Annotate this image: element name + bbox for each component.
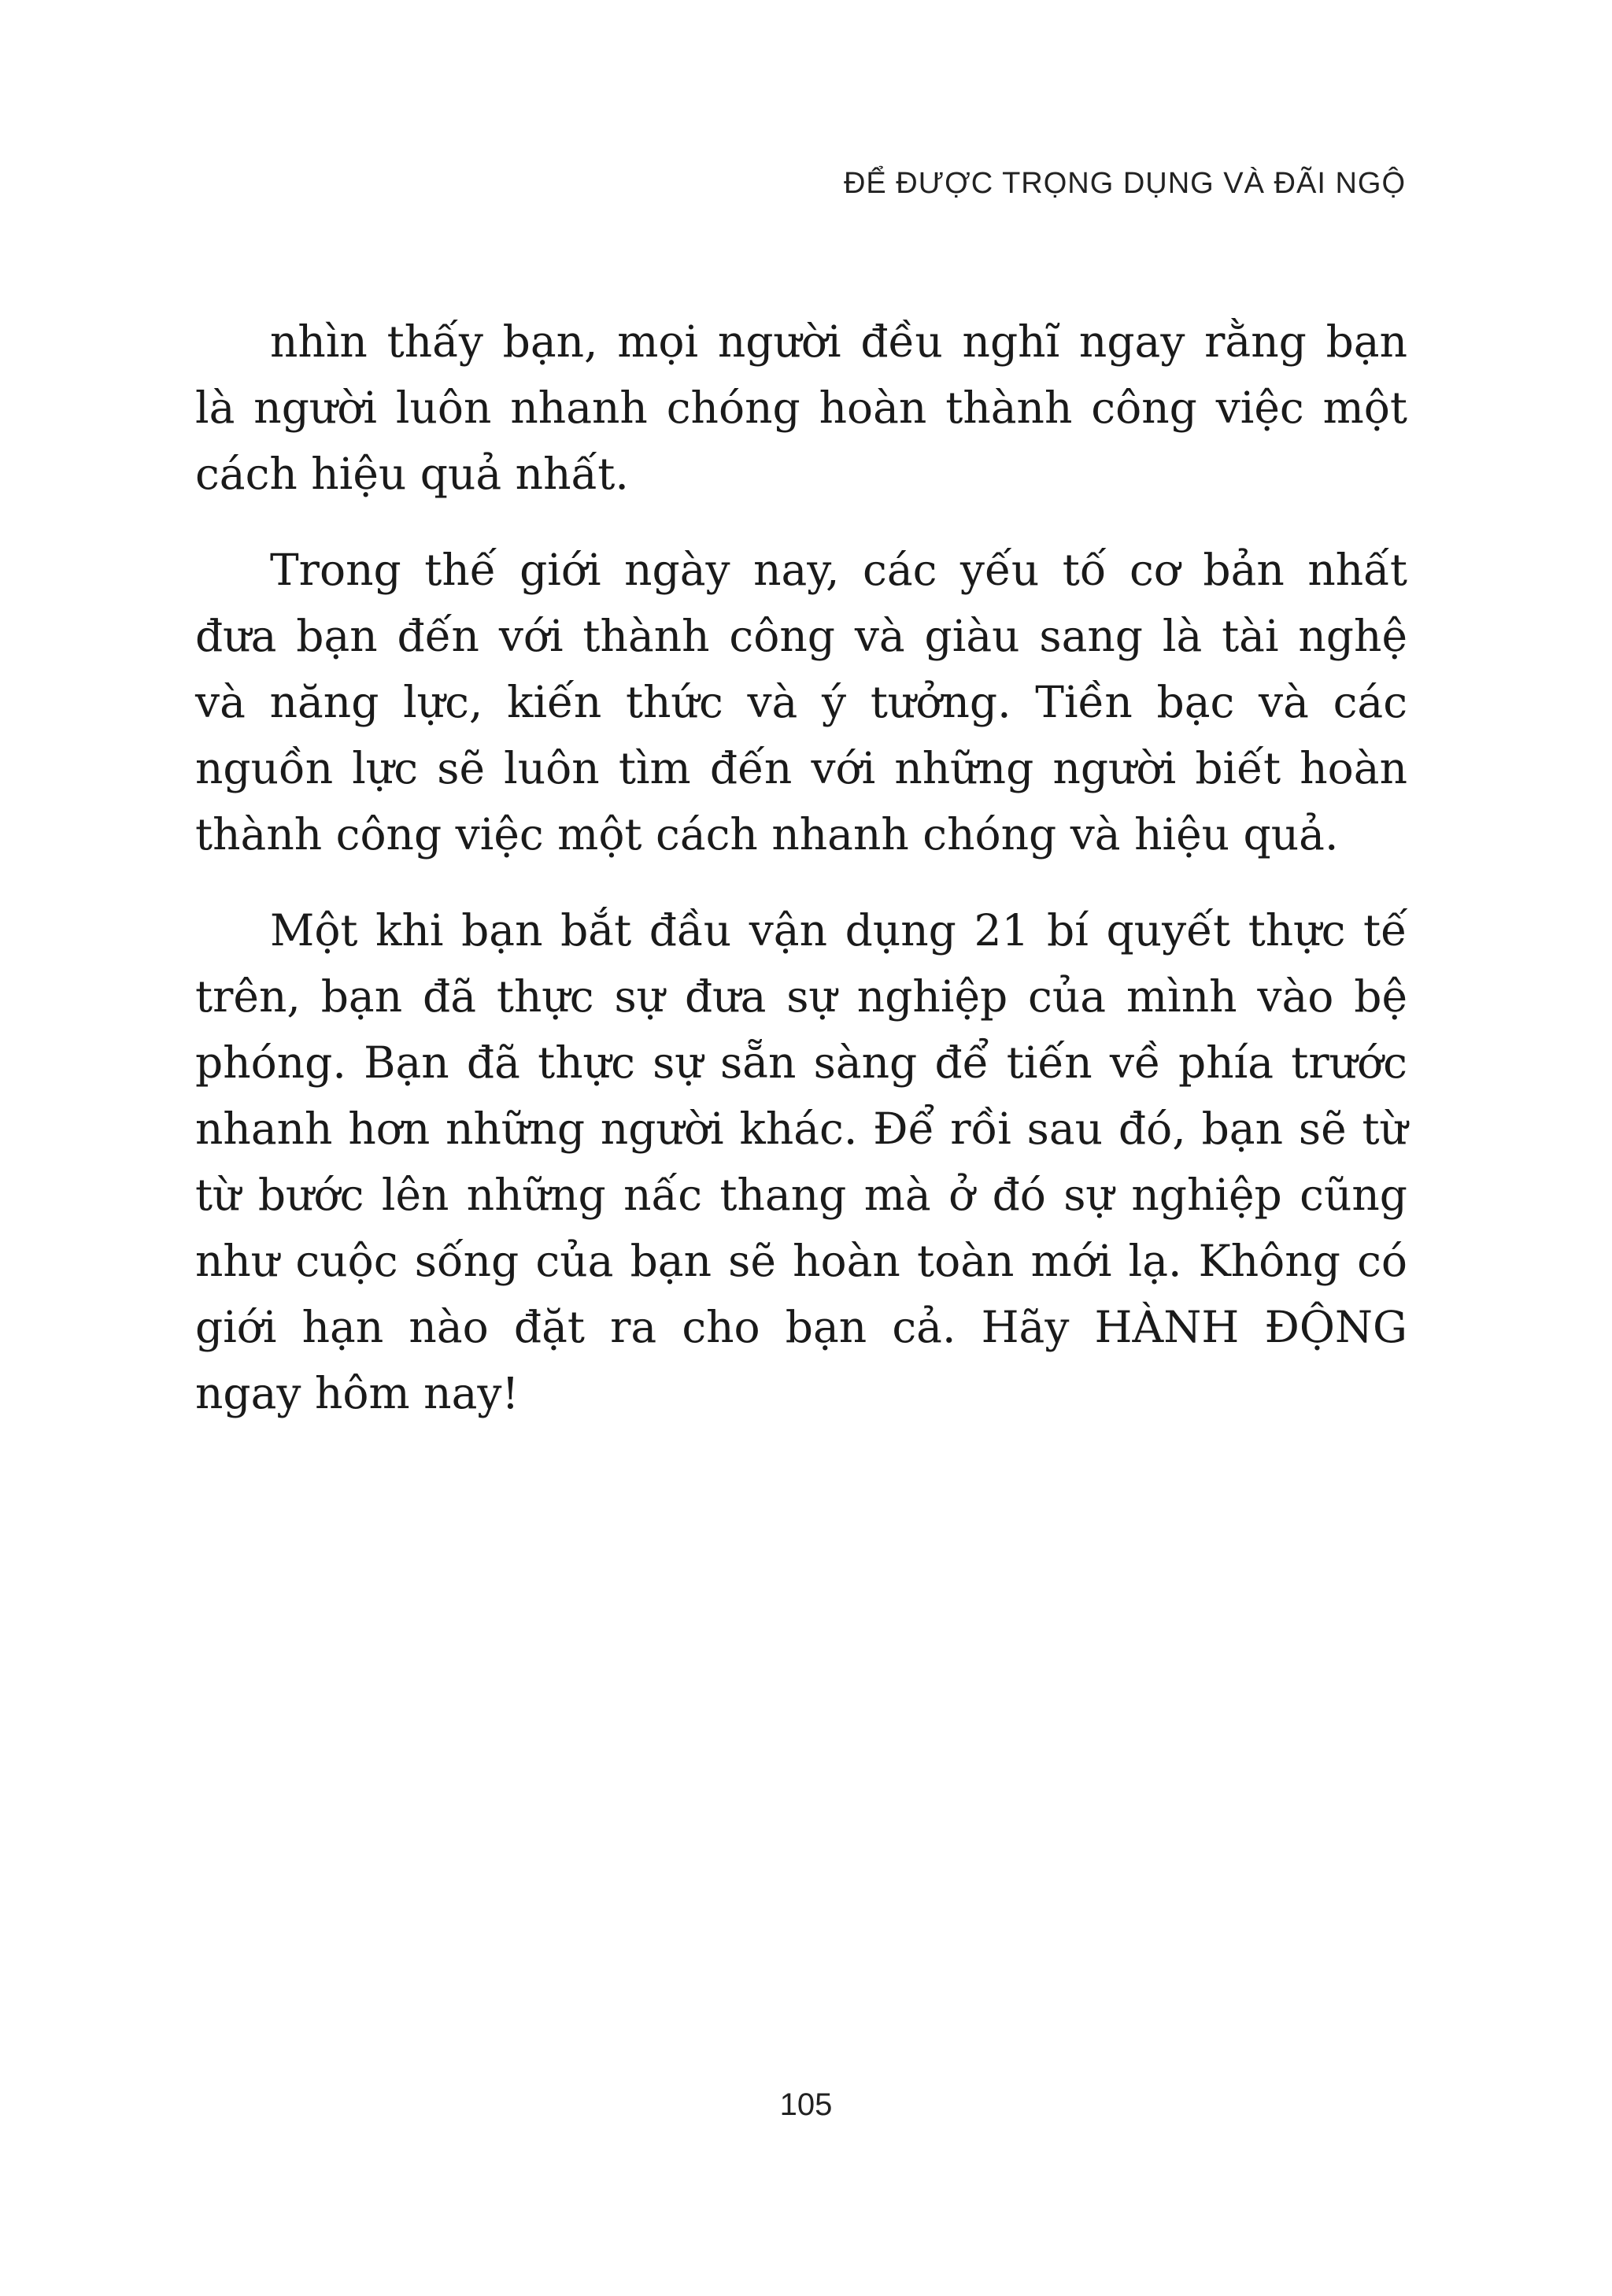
paragraph: Một khi bạn bắt đầu vận dụng 21 bí quyết thực tế trên, bạn đã thực sự đưa sự nghiệp của mình vào bệ phóng. Bạn đã thực sự sẵn sàng để tiến về phía trước nhanh hơn những người khác. Để rồi sau đó, bạn sẽ từ từ bước lên những nấc thang mà ở đó sự nghiệp cũng như cuộc sống của bạn sẽ hoàn toàn mới lạ. Không có giới hạn nào đặt ra cho bạn cả. Hãy HÀNH ĐỘNG ngay hôm nay! <box>195 905 1407 1418</box>
body-text <box>195 309 1407 1456</box>
paragraph: Trong thế giới ngày nay, các yếu tố cơ bản nhất đưa bạn đến với thành công và giàu sang là tài nghệ và năng lực, kiến thức và ý tưởng. Tiền bạc và các nguồn lực sẽ luôn tìm đến với những người biết hoàn thành công việc một cách nhanh chóng và hiệu quả. <box>195 545 1407 860</box>
paragraph-continuation: nhìn thấy bạn, mọi người đều nghĩ ngay rằng bạn là người luôn nhanh chóng hoàn thành công việc một cách hiệu quả nhất. <box>195 316 1407 499</box>
running-header-title: ĐỂ ĐƯỢC TRỌNG DỤNG VÀ ĐÃI NGỘ <box>843 167 1406 200</box>
page-number: 105 <box>779 2087 833 2122</box>
